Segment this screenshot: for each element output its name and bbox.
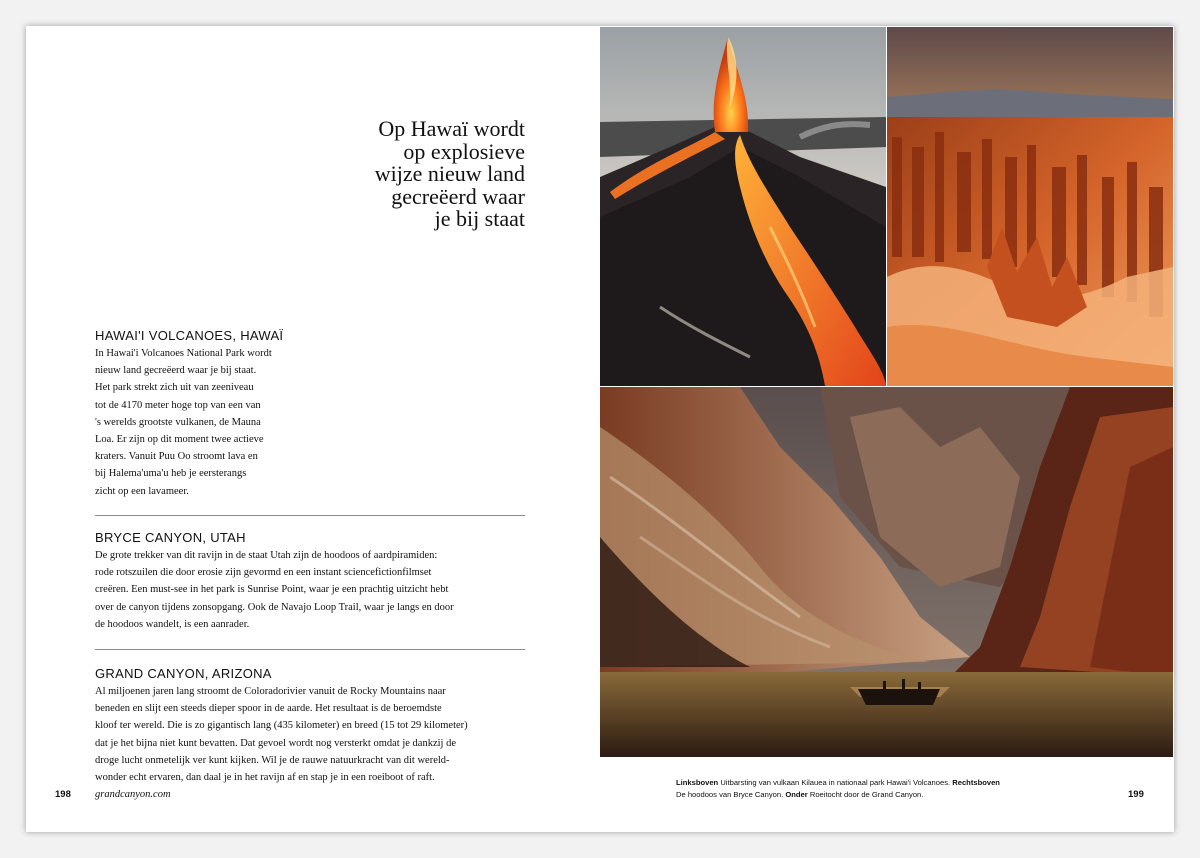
photo-caption [676, 777, 1000, 801]
caption-label: Onder [785, 790, 808, 799]
section-grand-canyon [95, 666, 525, 803]
body-line: Al miljoenen jaren lang stroomt de Coloradorivier vanuit de Rocky Mountains naar [95, 686, 446, 697]
body-line: De grote trekker van dit ravijn in de staat Utah zijn de hoodoos of aardpiramiden: [95, 550, 438, 561]
section-divider [95, 649, 525, 650]
body-line: over de canyon tijdens zonsopgang. Ook de Navajo Loop Trail, waar je langs en door [95, 601, 454, 613]
bryce-canyon-hoodoos-photo [887, 27, 1173, 386]
body-line: creëren. Een must-see in het park is Sunrise Point, waar je een prachtig uitzicht hebt [95, 584, 449, 596]
section-heading: HAWAI'I VOLCANOES, HAWAÏ [95, 328, 284, 343]
body-line: wonder echt ervaren, dan daal je in het ravijn af en stap je in een roeiboot of raft. [95, 772, 435, 784]
body-line: nieuw land gecreëerd waar je bij staat. [95, 365, 257, 377]
body-line: tot de 4170 meter hoge top van een van [95, 399, 261, 411]
body-line: de hoodoos wandelt, is een aanrader. [95, 618, 250, 630]
website-link[interactable]: grandcanyon.com [95, 789, 171, 801]
volcano-eruption-photo [600, 27, 886, 386]
caption-line [676, 777, 1000, 789]
grand-canyon-rowboat-photo [600, 387, 1173, 757]
section-heading: BRYCE CANYON, UTAH [95, 530, 246, 545]
pull-quote-line: op explosieve [403, 138, 525, 164]
section-divider [95, 515, 525, 516]
section-body [95, 345, 525, 500]
caption-label: Linksboven [676, 778, 719, 787]
body-line: zicht op een lavameer. [95, 485, 189, 497]
pull-quote-line: je bij staat [434, 206, 525, 231]
body-line: kraters. Vanuit Puu Oo stroomt lava en [95, 451, 258, 463]
pull-quote-line: Op Hawaï wordt [378, 116, 525, 141]
body-line: beneden en slijt een steeds dieper spoor in de aarde. Het resultaat is de beroemdste [95, 703, 442, 715]
caption-text: De hoodoos van Bryce Canyon. [676, 790, 786, 799]
body-line: 's werelds grootste vulkanen, de Mauna [95, 416, 261, 428]
body-line: rode rotszuilen die door erosie zijn gevormd en een instant sciencefictionfilmset [95, 567, 432, 579]
caption-text: Roeitocht door de Grand Canyon. [807, 790, 924, 799]
body-line: kloof ter wereld. Die is zo gigantisch lang (435 kilometer) en breed (15 tot 29 kilometer) [95, 720, 468, 732]
caption-text: Uitbarsting van vulkaan Kilauea in nationaal park Hawai'i Volcanoes. [718, 778, 953, 787]
page-number-right: 199 [1128, 789, 1144, 800]
caption-line [676, 789, 1000, 801]
pull-quote-line: gecreëerd waar [391, 183, 525, 209]
section-body [95, 547, 525, 633]
body-line: bij Halema'uma'u heb je eersterangs [95, 468, 247, 480]
pull-quote [300, 118, 525, 231]
section-heading: GRAND CANYON, ARIZONA [95, 666, 272, 681]
body-line: Het park strekt zich uit van zeeniveau [95, 382, 254, 394]
section-bryce [95, 530, 525, 633]
body-line: droge lucht onmetelijk ver kunt kijken. Wil je de rauwe natuurkracht van dit wereld- [95, 754, 450, 766]
body-line: In Hawai'i Volcanoes National Park wordt [95, 348, 272, 359]
section-body [95, 683, 525, 803]
section-hawaii [95, 328, 525, 500]
caption-label: Rechtsboven [952, 778, 1000, 787]
pull-quote-line: wijze nieuw land [374, 161, 525, 186]
body-line: dat je het bijna niet kunt bevatten. Dat gevoel wordt nog versterkt omdat je dankzij de [95, 737, 456, 749]
body-line: Loa. Er zijn op dit moment twee actieve [95, 434, 264, 446]
page-number-left: 198 [55, 789, 71, 800]
